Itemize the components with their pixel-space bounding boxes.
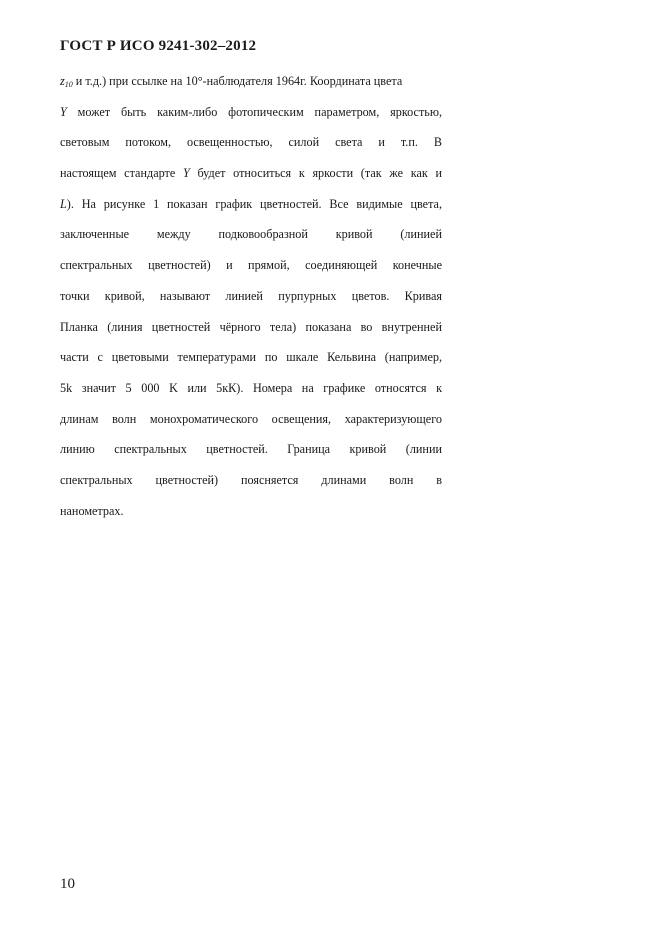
text-line-2 [60,97,442,128]
document-header: ГОСТ Р ИСО 9241-302–2012 [60,38,257,54]
text-segment: может быть каким-либо фотопическим параметром, яркостью, [66,104,442,119]
text-segment: и т.д.) при ссылке на 10°-наблюдателя 1964г. Координата цвета [72,74,403,88]
text-line-5 [60,189,442,220]
text-line-9: Планка (линия цветностей чёрного тела) показана во внутренней [60,319,442,334]
variable-l: L [60,196,67,211]
body-paragraph [60,66,442,526]
page-number: 10 [60,876,75,892]
text-line-4 [60,158,442,189]
text-line-13: линию спектральных цветностей. Граница кривой (линии [60,442,442,457]
text-line-6: заключенные между подковообразной кривой (линией [60,227,442,242]
text-line-8: точки кривой, называют линией пурпурных цветов. Кривая [60,288,442,303]
text-segment: настоящем стандарте [60,166,183,181]
text-line-7: спектральных цветностей) и прямой, соединяющей конечные [60,258,442,273]
text-line-15: нанометрах. [60,503,124,518]
subscript-10: 10 [64,80,73,89]
text-segment: ). На рисунке 1 показан график цветностей. Все видимые цвета, [66,196,442,211]
variable-y: Y [182,166,190,181]
text-line-1 [60,66,442,97]
variable-y: Y [60,104,67,119]
text-line-12: длинам волн монохроматического освещения, характеризующего [60,411,442,426]
text-line-11: 5k значит 5 000 K или 5кК). Номера на графике относятся к [60,380,442,395]
variable-z: z [60,74,65,88]
text-line-14: спектральных цветностей) поясняется длинами волн в [60,472,442,487]
text-segment: будет относиться к яркости (так же как и [189,166,442,181]
text-line-3: световым потоком, освещенностью, силой света и т.п. В [60,135,442,150]
text-line-10: части с цветовыми температурами по шкале Кельвина (например, [60,350,442,365]
